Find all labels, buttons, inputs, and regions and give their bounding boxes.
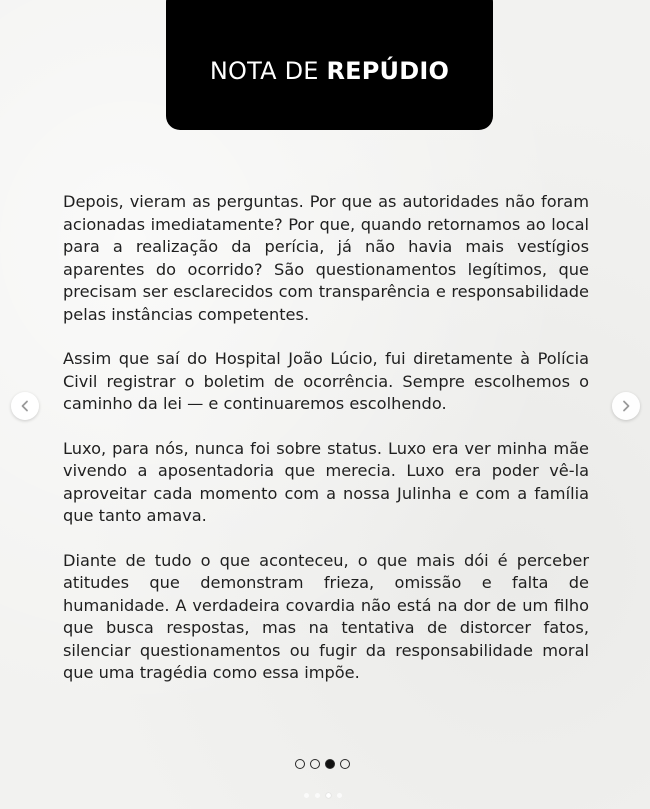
paragraph: Luxo, para nós, nunca foi sobre status. Luxo era ver minha mãe vivendo a aposentadoria que merecia. Luxo era poder vê-la aproveitar cada momento com a nossa Julinha e com a família que tanto amava. bbox=[63, 438, 589, 525]
paragraph: Diante de tudo o que aconteceu, o que mais dói é perceber atitudes que demonstram frieza, omissão e falta de humanidade. A verdadeira covardia não está na dor de um filho que busca respostas, mas na tentativa de distorcer fatos, silenciar questionamentos ou fugir da responsabilidade moral que uma tragédia como essa impõe. bbox=[63, 550, 589, 682]
carousel-dot-active bbox=[326, 793, 331, 798]
paragraph: Assim que saí do Hospital João Lúcio, fui diretamente à Polícia Civil registrar o boletim de ocorrência. Sempre escolhemos o caminho da lei — e continuaremos escolhendo. bbox=[63, 349, 589, 413]
carousel-dot bbox=[304, 793, 309, 798]
page-title bbox=[210, 57, 449, 85]
slide-indicator-dot[interactable] bbox=[310, 759, 320, 769]
note-body bbox=[63, 191, 589, 707]
carousel-dot bbox=[337, 793, 342, 798]
slide-indicator-dot-active[interactable] bbox=[325, 759, 335, 769]
chevron-left-icon bbox=[19, 400, 31, 412]
title-bold: REPÚDIO bbox=[326, 57, 450, 85]
previous-slide-button[interactable] bbox=[11, 392, 39, 420]
title-banner bbox=[166, 0, 493, 130]
next-slide-button[interactable] bbox=[612, 392, 640, 420]
carousel-dot bbox=[315, 793, 320, 798]
slide-indicator-dot[interactable] bbox=[295, 759, 305, 769]
title-light: NOTA DE bbox=[209, 57, 327, 85]
slide-indicator bbox=[295, 759, 350, 769]
chevron-right-icon bbox=[620, 400, 632, 412]
paragraph: Depois, vieram as perguntas. Por que as autoridades não foram acionadas imediatamente? Por que, quando retornamos ao local para a realização da perícia, já não havia mais vestígios aparentes do ocorrido? São questionamentos legítimos, que precisam ser esclarecidos com transparência e responsabilidade pelas instâncias competentes. bbox=[63, 192, 589, 324]
carousel-position-indicator bbox=[304, 793, 342, 798]
slide-indicator-dot[interactable] bbox=[340, 759, 350, 769]
